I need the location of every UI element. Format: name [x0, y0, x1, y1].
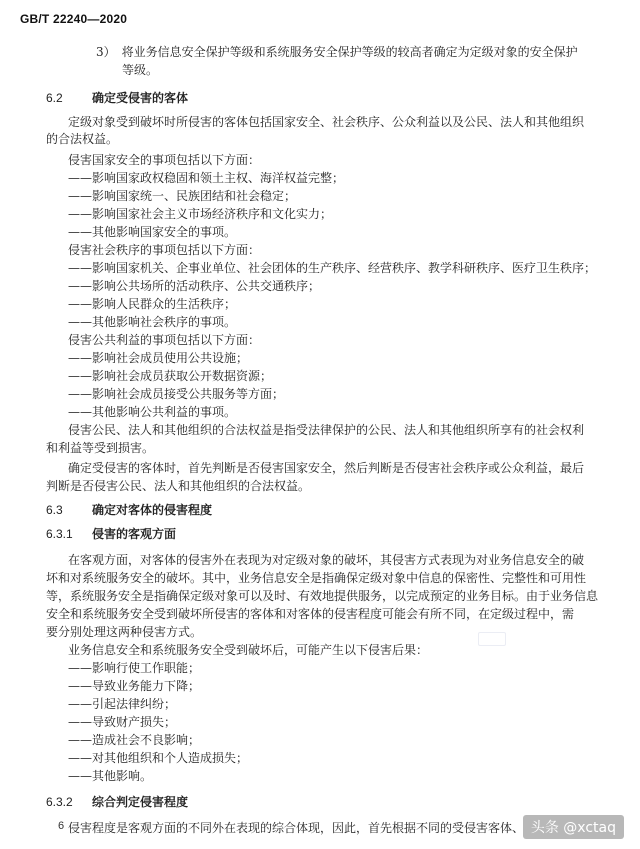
list-item: ——影响社会成员接受公共服务等方面；	[68, 387, 285, 401]
list-item: ——影响社会成员使用公共设施；	[68, 351, 249, 365]
section-heading-6-3	[46, 502, 212, 518]
paragraph-line: 等，系统服务安全是指确保定级对象可以及时、有效地提供服务，以完成预定的业务目标。由于业务信息	[46, 589, 599, 603]
watermark: 头条 @xctaq	[523, 815, 624, 839]
list-item: ——造成社会不良影响；	[68, 733, 201, 747]
list-item: ——影响国家机关、企事业单位、社会团体的生产秩序、经营秩序、教学科研秩序、医疗卫生秩序；	[68, 261, 597, 275]
paragraph-line: 侵害公民、法人和其他组织的合法权益是指受法律保护的公民、法人和其他组织所享有的社会权利	[68, 423, 585, 437]
section-title: 确定受侵害的客体	[92, 91, 189, 105]
section-number: 6.3	[46, 503, 63, 517]
paragraph-line: 业务信息安全和系统服务安全受到破坏后，可能产生以下侵害后果：	[68, 643, 429, 657]
section-heading-6-3-2	[46, 794, 188, 810]
section-title: 综合判定侵害程度	[92, 795, 189, 809]
faint-stamp-mark	[478, 632, 506, 646]
list-item: ——影响人民群众的生活秩序；	[68, 297, 237, 311]
list-item: ——影响国家统一、民族团结和社会稳定；	[68, 189, 297, 203]
list-item-3-line-1: 3） 将业务信息安全保护等级和系统服务安全保护等级的较高者确定为定级对象的安全保护	[96, 45, 578, 59]
list-item: ——其他影响公共利益的事项。	[68, 405, 237, 419]
paragraph-line: 侵害社会秩序的事项包括以下方面：	[68, 243, 261, 257]
paragraph-line: 在客观方面，对客体的侵害外在表现为对定级对象的破坏，其侵害方式表现为对业务信息安全的破	[68, 553, 585, 567]
list-item: ——其他影响。	[68, 769, 153, 783]
paragraph-line: 和利益等受到损害。	[46, 441, 155, 455]
paragraph-line: 侵害公共利益的事项包括以下方面：	[68, 333, 261, 347]
paragraph-line: 定级对象受到破坏时所侵害的客体包括国家安全、社会秩序、公众利益以及公民、法人和其他组织	[68, 115, 585, 129]
list-item: ——影响社会成员获取公开数据资源；	[68, 369, 273, 383]
paragraph-line: 坏和对系统服务安全的破坏。其中，业务信息安全是指确保定级对象中信息的保密性、完整性和可用性	[46, 571, 587, 585]
standard-code: GB/T 22240—2020	[20, 12, 128, 26]
list-item: ——导致财产损失；	[68, 715, 177, 729]
list-item-3-line-2: 等级。	[122, 63, 159, 77]
paragraph-line: 判断是否侵害公民、法人和其他组织的合法权益。	[46, 479, 311, 493]
page-number: 6	[58, 820, 65, 832]
section-number: 6.3.2	[46, 795, 73, 809]
paragraph-line: 安全和系统服务安全受到破坏所侵害的客体和对客体的侵害程度可能会有所不同，在定级过程中，需	[46, 607, 575, 621]
list-item: ——影响行使工作职能；	[68, 661, 201, 675]
section-title: 确定对客体的侵害程度	[92, 503, 213, 517]
list-item: ——对其他组织和个人造成损失；	[68, 751, 249, 765]
section-title: 侵害的客观方面	[92, 527, 177, 541]
section-number: 6.3.1	[46, 527, 73, 541]
section-number: 6.2	[46, 91, 63, 105]
section-heading-6-2	[46, 90, 188, 106]
list-item: ——导致业务能力下降；	[68, 679, 201, 693]
paragraph-line: 侵害程度是客观方面的不同外在表现的综合体现，因此，首先根据不同的受侵害客体、	[68, 821, 525, 835]
list-item: ——其他影响社会秩序的事项。	[68, 315, 237, 329]
list-item: ——影响公共场所的活动秩序、公共交通秩序；	[68, 279, 321, 293]
section-heading-6-3-1	[46, 526, 176, 542]
paragraph-line: 要分别处理这两种侵害方式。	[46, 625, 203, 639]
list-item: ——影响国家政权稳固和领土主权、海洋权益完整；	[68, 171, 345, 185]
list-item: ——其他影响国家安全的事项。	[68, 225, 237, 239]
paragraph-line: 侵害国家安全的事项包括以下方面：	[68, 153, 261, 167]
list-item: ——引起法律纠纷；	[68, 697, 177, 711]
paragraph-line: 确定受侵害的客体时，首先判断是否侵害国家安全，然后判断是否侵害社会秩序或公众利益，最后	[68, 461, 585, 475]
paragraph-line: 的合法权益。	[46, 132, 119, 146]
list-item: ——影响国家社会主义市场经济秩序和文化实力；	[68, 207, 333, 221]
